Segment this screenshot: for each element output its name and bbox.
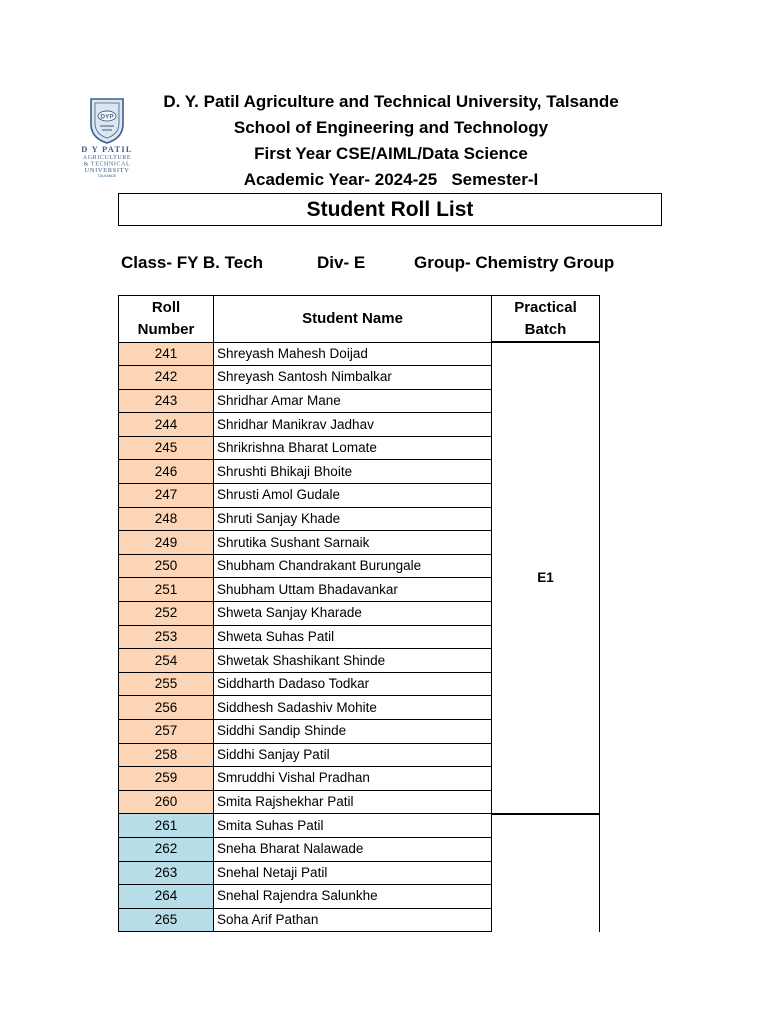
logo-line-1: D Y PATIL [81,144,133,154]
logo-line-2: AGRICULTURE [82,155,132,161]
student-roll-table [118,295,600,932]
program-name: First Year CSE/AIML/Data Science [254,144,528,163]
roll-number-cell: 246 [119,460,214,484]
student-name-cell: Siddhesh Sadashiv Mohite [214,696,492,720]
practical-batch-cell: E1 [492,342,600,814]
student-name-cell: Shrikrishna Bharat Lomate [214,436,492,460]
student-name-cell: Shridhar Manikrav Jadhav [214,413,492,437]
student-name-cell: Shrusti Amol Gudale [214,484,492,508]
student-name-cell: Shwetak Shashikant Shinde [214,649,492,673]
roll-number-cell: 253 [119,625,214,649]
class-label: Class- FY B. Tech [121,253,264,272]
student-name-cell: Shweta Suhas Patil [214,625,492,649]
student-name-cell: Snehal Netaji Patil [214,861,492,885]
roll-number-cell: 255 [119,672,214,696]
student-name-cell: Siddhi Sandip Shinde [214,720,492,744]
student-name-cell: Shubham Chandrakant Burungale [214,554,492,578]
roll-number-cell: 254 [119,649,214,673]
roll-number-cell: 243 [119,389,214,413]
logo-line-5: TALSANDE [97,174,117,178]
logo-emblem-text: DYP [100,113,114,121]
table-row [119,342,600,366]
roll-number-cell: 262 [119,837,214,861]
student-name-cell: Smruddhi Vishal Pradhan [214,767,492,791]
student-name-cell: Shridhar Amar Mane [214,389,492,413]
student-name-cell: Siddharth Dadaso Todkar [214,672,492,696]
student-name-cell: Smita Rajshekhar Patil [214,790,492,814]
roll-number-cell: 244 [119,413,214,437]
student-name-cell: Shreyash Mahesh Doijad [214,342,492,366]
roll-number-cell: 247 [119,484,214,508]
roll-number-cell: 245 [119,436,214,460]
column-header-student-name: Student Name [214,296,492,343]
roll-number-cell: 257 [119,720,214,744]
roll-number-cell: 250 [119,554,214,578]
student-name-cell: Shrutika Sushant Sarnaik [214,531,492,555]
student-name-cell: Soha Arif Pathan [214,908,492,932]
page-title: Student Roll List [118,193,662,226]
student-name-cell: Shweta Sanjay Kharade [214,602,492,626]
student-name-cell: Smita Suhas Patil [214,814,492,838]
roll-number-cell: 265 [119,908,214,932]
roll-number-cell: 252 [119,602,214,626]
table-header-row [119,296,600,343]
student-name-cell: Shubham Uttam Bhadavankar [214,578,492,602]
university-name: D. Y. Patil Agriculture and Technical University, Talsande [163,92,619,111]
roll-number-cell: 256 [119,696,214,720]
student-name-cell: Shruti Sanjay Khade [214,507,492,531]
roll-number-cell: 248 [119,507,214,531]
academic-year: Academic Year- 2024-25 Semester-I [243,170,539,189]
logo-line-3: & TECHNICAL [83,161,131,168]
roll-number-cell: 259 [119,767,214,791]
practical-batch-cell [492,814,600,932]
roll-number-cell: 261 [119,814,214,838]
student-name-cell: Shrushti Bhikaji Bhoite [214,460,492,484]
column-header-practical-batch: Practical Batch [492,296,600,343]
division-label: Div- E [317,253,366,272]
roll-number-cell: 242 [119,366,214,390]
table-body [119,342,600,932]
student-name-cell: Siddhi Sanjay Patil [214,743,492,767]
roll-number-cell: 249 [119,531,214,555]
student-name-cell: Snehal Rajendra Salunkhe [214,885,492,909]
roll-number-cell: 251 [119,578,214,602]
school-name: School of Engineering and Technology [233,118,549,137]
student-name-cell: Sneha Bharat Nalawade [214,837,492,861]
group-label: Group- Chemistry Group [414,253,615,272]
roll-number-cell: 241 [119,342,214,366]
roll-number-cell: 260 [119,790,214,814]
student-name-cell: Shreyash Santosh Nimbalkar [214,366,492,390]
roll-number-cell: 258 [119,743,214,767]
logo-line-4: UNIVERSITY [84,167,130,174]
roll-number-cell: 264 [119,885,214,909]
roll-number-cell: 263 [119,861,214,885]
table-row [119,814,600,838]
column-header-roll-number: Roll Number [119,296,214,343]
